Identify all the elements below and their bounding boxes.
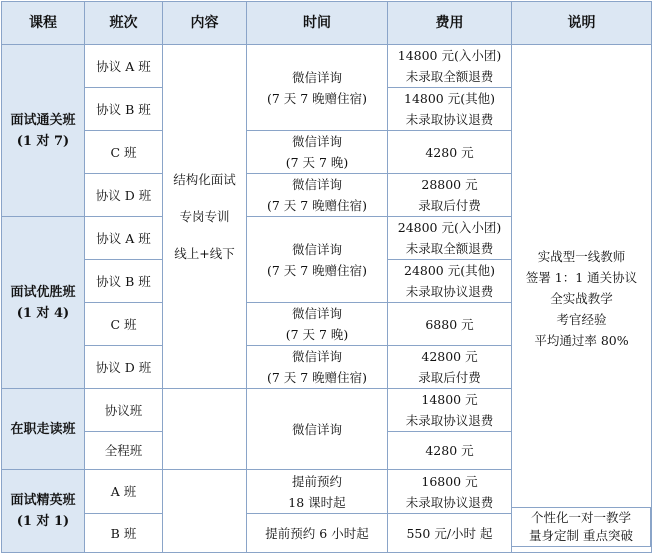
course-name: 面试精英班 (10, 493, 76, 508)
fee-cell (388, 470, 512, 514)
fee-line: 录取后付费 (418, 198, 481, 213)
note-line: 平均通过率 80% (534, 333, 629, 348)
fee-cell (388, 389, 512, 432)
fee-cell: 4280 元 (388, 432, 512, 470)
course-table (1, 1, 652, 553)
course-ratio: (1 对 4) (16, 305, 70, 321)
fee-line: 24800 元(其他) (404, 263, 495, 278)
time-cell (247, 470, 388, 514)
time-cell: 微信详询 (247, 389, 388, 470)
course-name: 在职走读班 (10, 421, 76, 437)
note-line: 考官经验 (556, 312, 607, 327)
note-last-line: 个性化一对一教学 (530, 510, 631, 525)
header-fee: 费用 (388, 2, 512, 45)
class-name: 协议 A 班 (85, 45, 163, 88)
time-cell (247, 303, 388, 346)
note-cell (512, 45, 652, 553)
time-line: (7 天 7 晚) (285, 155, 349, 170)
course-name: 面试优胜班 (10, 284, 76, 300)
fee-cell (388, 45, 512, 88)
class-name: C 班 (85, 303, 163, 346)
course-name-cell (2, 217, 85, 389)
time-line: (7 天 7 晚赠住宿) (266, 90, 368, 106)
course-name-cell (2, 389, 85, 470)
note-line: 全实战教学 (550, 291, 613, 306)
fee-cell (388, 174, 512, 217)
class-name: 协议 A 班 (85, 217, 163, 260)
fee-line: 14800 元(其他) (404, 91, 495, 106)
fee-line: 未录取协议退费 (405, 494, 494, 510)
time-line: (7 天 7 晚赠住宿) (266, 262, 368, 278)
fee-line: 未录取协议退费 (405, 112, 494, 127)
class-name: 协议 B 班 (85, 260, 163, 303)
header-time: 时间 (247, 2, 388, 45)
time-line: 微信详询 (291, 134, 342, 149)
time-line: (7 天 7 晚赠住宿) (266, 198, 368, 213)
header-row (2, 2, 652, 45)
time-cell (247, 217, 388, 303)
time-cell: 提前预约 6 小时起 (247, 514, 388, 553)
time-line: 微信详询 (291, 349, 342, 364)
class-name: 全程班 (85, 432, 163, 470)
time-line: 微信详询 (291, 306, 342, 321)
course-name: 面试通关班 (10, 112, 76, 128)
class-name: 协议 D 班 (85, 346, 163, 389)
fee-line: 16800 元 (421, 473, 478, 489)
note-last-line: 量身定制 重点突破 (529, 528, 633, 543)
class-name: 协议 B 班 (85, 88, 163, 131)
fee-cell (388, 346, 512, 389)
header-content: 内容 (163, 2, 247, 45)
fee-cell (388, 260, 512, 303)
fee-cell (388, 88, 512, 131)
header-note: 说明 (512, 2, 652, 45)
content-line: 线上+线下 (174, 246, 235, 261)
fee-cell: 6880 元 (388, 303, 512, 346)
fee-line: 24800 元(入小团) (397, 220, 502, 235)
time-line: 微信详询 (291, 241, 342, 257)
note-last-cell (511, 507, 651, 547)
class-name: A 班 (85, 470, 163, 514)
time-line: 提前预约 (291, 473, 342, 489)
course-name-cell (2, 470, 85, 553)
course-ratio: (1 对 1) (16, 514, 70, 529)
course-name-cell (2, 45, 85, 217)
content-line: 结构化面试 (173, 172, 236, 187)
fee-line: 未录取全额退费 (405, 69, 494, 84)
content-line: 专岗专训 (179, 209, 230, 224)
fee-line: 14800 元 (421, 392, 478, 407)
fee-line: 录取后付费 (418, 370, 481, 385)
class-name: B 班 (85, 514, 163, 553)
note-line: 实战型一线教师 (537, 249, 626, 264)
fee-line: 未录取全额退费 (405, 241, 494, 256)
fee-line: 28800 元 (421, 177, 478, 192)
time-cell (247, 131, 388, 174)
header-course: 课程 (2, 2, 85, 45)
class-name: 协议班 (85, 389, 163, 432)
time-cell (247, 45, 388, 131)
note-line: 签署 1：1 通关协议 (525, 270, 638, 285)
time-line: 微信详询 (291, 69, 342, 85)
empty-content-cell (163, 470, 247, 553)
class-name: C 班 (85, 131, 163, 174)
table-row (2, 45, 652, 88)
time-cell (247, 346, 388, 389)
time-cell (247, 174, 388, 217)
header-class: 班次 (85, 2, 163, 45)
time-line: (7 天 7 晚赠住宿) (266, 370, 368, 385)
time-line: 18 课时起 (288, 494, 346, 510)
fee-line: 42800 元 (421, 349, 478, 364)
course-ratio: (1 对 7) (16, 133, 70, 149)
fee-line: 14800 元(入小团) (397, 48, 502, 63)
fee-line: 未录取协议退费 (405, 413, 494, 428)
content-cell (163, 45, 247, 389)
time-line: (7 天 7 晚) (285, 327, 349, 342)
fee-cell (388, 217, 512, 260)
time-line: 微信详询 (291, 177, 342, 192)
empty-content-cell (163, 389, 247, 470)
fee-cell: 4280 元 (388, 131, 512, 174)
class-name: 协议 D 班 (85, 174, 163, 217)
fee-cell: 550 元/小时 起 (388, 514, 512, 553)
fee-line: 未录取协议退费 (405, 284, 494, 299)
